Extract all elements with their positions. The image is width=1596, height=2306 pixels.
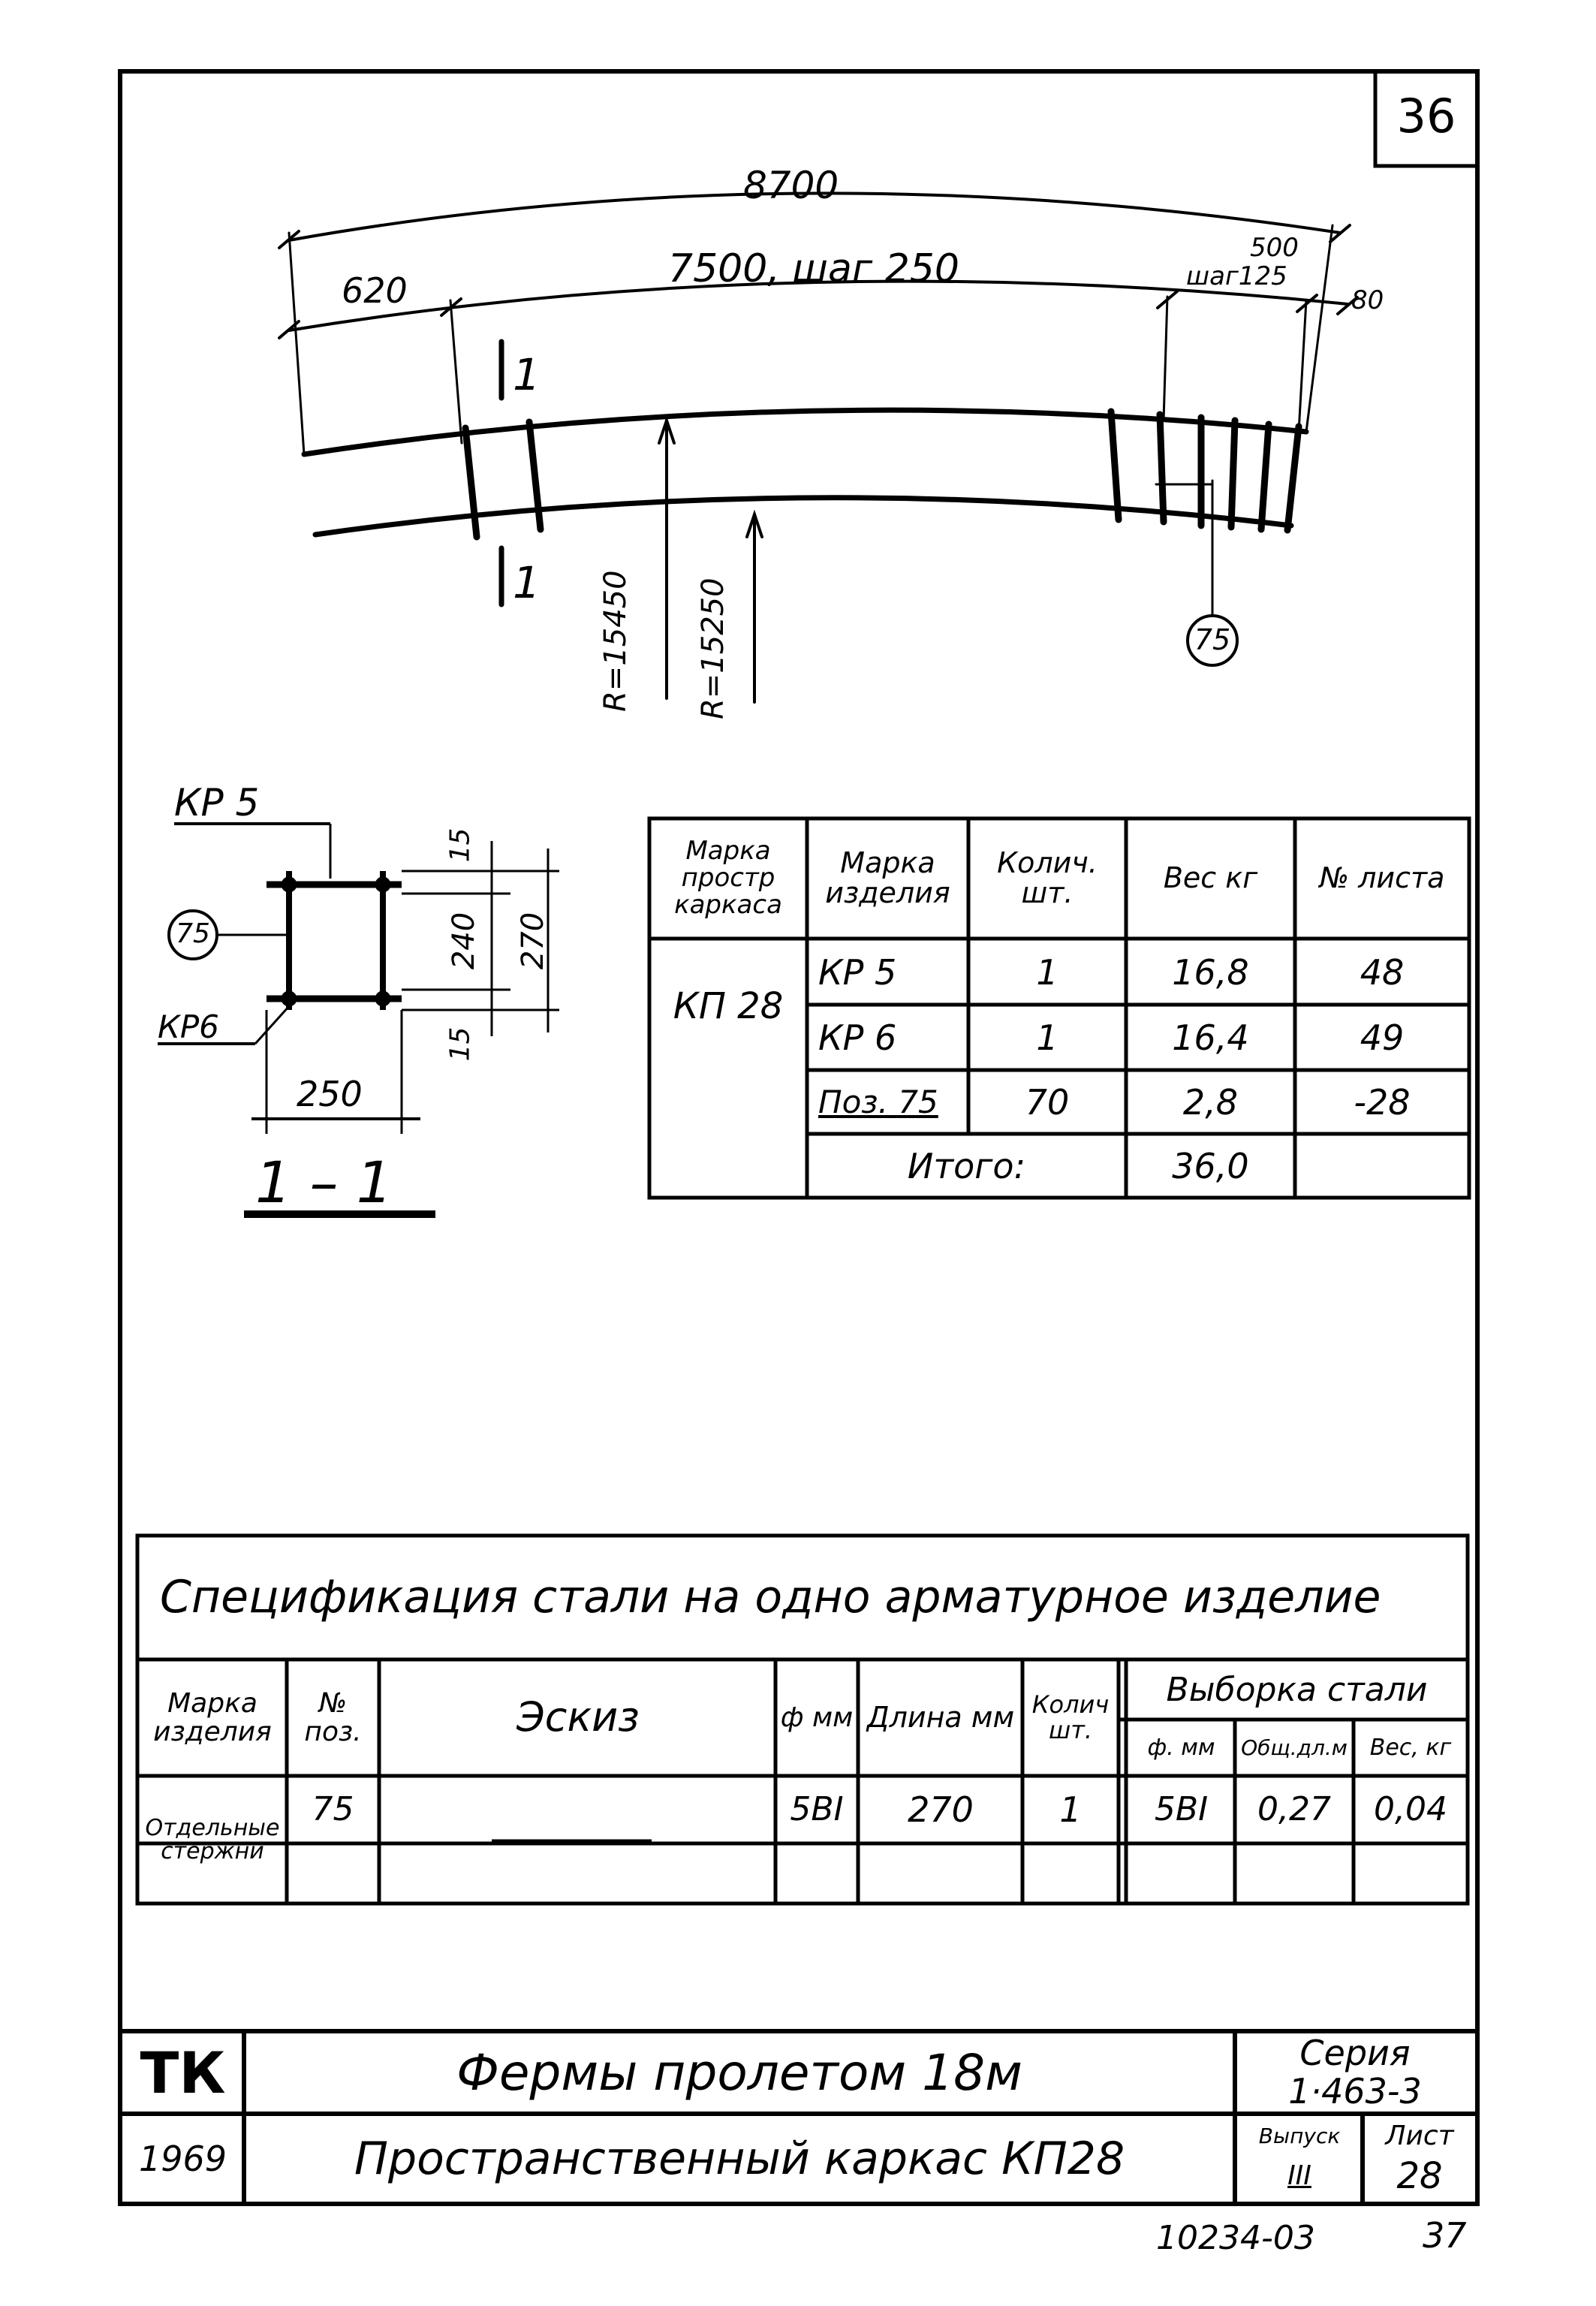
comp-row-1-item: КР 5 bbox=[818, 951, 897, 993]
sheet-number: 36 bbox=[1396, 89, 1456, 143]
spec-row-mark: Отдельные стержни bbox=[145, 1814, 280, 1864]
title-block-title: Фермы пролетом 18м bbox=[456, 2044, 1022, 2103]
radius-inner-label: R=15250 bbox=[696, 577, 730, 719]
comp-frame-mark: КП 28 bbox=[673, 984, 784, 1027]
comp-row-2-qty: 1 bbox=[1036, 1017, 1058, 1058]
spec-header-selection: Выборка стали bbox=[1166, 1670, 1428, 1709]
title-block-subtitle: Пространственный каркас КП28 bbox=[354, 2132, 1125, 2185]
spec-row-sel-weight: 0,04 bbox=[1374, 1789, 1447, 1828]
footer-doc-number: 10234-03 bbox=[1156, 2219, 1315, 2257]
dim-end-label: 80 bbox=[1351, 285, 1384, 315]
spec-row-sel-diam: 5ВI bbox=[1154, 1789, 1209, 1828]
comp-header-item-mark: Марка изделия bbox=[825, 846, 950, 909]
dim-left-label: 620 bbox=[342, 270, 408, 311]
spec-header-pos: № поз. bbox=[304, 1687, 362, 1747]
dim-right-top-label: 500 bbox=[1250, 233, 1299, 263]
dim-main-label: 7500, шаг 250 bbox=[668, 246, 959, 291]
dim-240: 240 bbox=[447, 912, 482, 970]
title-block-sheet-label: Лист bbox=[1385, 2121, 1454, 2152]
spec-header-qty: Колич шт. bbox=[1031, 1690, 1110, 1744]
spec-header-sel-diam: ф. мм bbox=[1147, 1735, 1215, 1762]
position-callout-75: 75 bbox=[1194, 623, 1231, 656]
radius-outer-label: R=15450 bbox=[598, 570, 633, 712]
spec-row-pos: 75 bbox=[312, 1789, 354, 1828]
dim-15-top: 15 bbox=[444, 827, 476, 863]
section-title: 1 – 1 bbox=[255, 1149, 393, 1216]
comp-row-2-weight: 16,4 bbox=[1172, 1017, 1249, 1058]
dim-right-bottom-label: шаг125 bbox=[1186, 261, 1287, 291]
spec-row-diam: 5ВI bbox=[790, 1789, 844, 1828]
dim-250: 250 bbox=[297, 1074, 363, 1114]
spec-header-length: Длина мм bbox=[866, 1700, 1015, 1734]
comp-row-1-sheet: 48 bbox=[1360, 951, 1405, 993]
comp-row-2-sheet: 49 bbox=[1360, 1017, 1405, 1058]
comp-header-weight: Вес кг bbox=[1163, 861, 1258, 895]
spec-title: Спецификация стали на одно арматурное изделие bbox=[160, 1571, 1381, 1623]
comp-total-weight: 36,0 bbox=[1172, 1145, 1249, 1186]
comp-row-3-sheet: -28 bbox=[1354, 1081, 1411, 1123]
title-block-issue-value: III bbox=[1287, 2160, 1311, 2192]
comp-header-frame-mark: Марка простр каркаса bbox=[674, 836, 782, 920]
title-block-issue-label: Выпуск bbox=[1258, 2124, 1341, 2149]
comp-row-3-item: Поз. 75 bbox=[818, 1083, 938, 1120]
spec-header-sel-len: Общ.дл.м bbox=[1241, 1735, 1348, 1761]
comp-header-sheet: № листа bbox=[1319, 861, 1445, 895]
comp-header-qty: Колич. шт. bbox=[997, 846, 1098, 909]
section-callout-75: 75 bbox=[176, 918, 210, 949]
dim-270: 270 bbox=[516, 912, 551, 970]
comp-row-3-qty: 70 bbox=[1025, 1081, 1070, 1123]
label-kp5: КР 5 bbox=[174, 781, 260, 824]
footer-page: 37 bbox=[1423, 2215, 1467, 2256]
comp-row-2-item: КР 6 bbox=[818, 1017, 897, 1058]
spec-header-mark: Марка изделия bbox=[153, 1687, 272, 1747]
spec-row-qty: 1 bbox=[1059, 1789, 1082, 1830]
section-mark-bottom: 1 bbox=[513, 557, 541, 608]
spec-row-length: 270 bbox=[908, 1789, 974, 1830]
comp-row-3-weight: 2,8 bbox=[1182, 1081, 1239, 1123]
spec-header-diam: ф мм bbox=[780, 1702, 854, 1733]
title-block-org: ТК bbox=[140, 2039, 226, 2107]
section-mark-top: 1 bbox=[513, 349, 541, 400]
comp-row-1-weight: 16,8 bbox=[1172, 951, 1249, 993]
spec-header-sketch: Эскиз bbox=[516, 1693, 640, 1741]
spec-header-sel-weight: Вес, кг bbox=[1369, 1735, 1452, 1762]
title-block-series-label: Серия bbox=[1299, 2032, 1411, 2073]
label-kp6: КР6 bbox=[158, 1008, 219, 1045]
dim-15-bottom: 15 bbox=[444, 1026, 476, 1062]
spec-row-sel-len: 0,27 bbox=[1257, 1789, 1331, 1828]
comp-row-1-qty: 1 bbox=[1036, 951, 1058, 993]
title-block-year: 1969 bbox=[138, 2138, 227, 2179]
comp-total-label: Итого: bbox=[907, 1145, 1026, 1186]
dim-total-label: 8700 bbox=[743, 164, 839, 207]
title-block-series-value: 1·463-3 bbox=[1288, 2070, 1422, 2112]
title-block-sheet-value: 28 bbox=[1396, 2154, 1443, 2197]
